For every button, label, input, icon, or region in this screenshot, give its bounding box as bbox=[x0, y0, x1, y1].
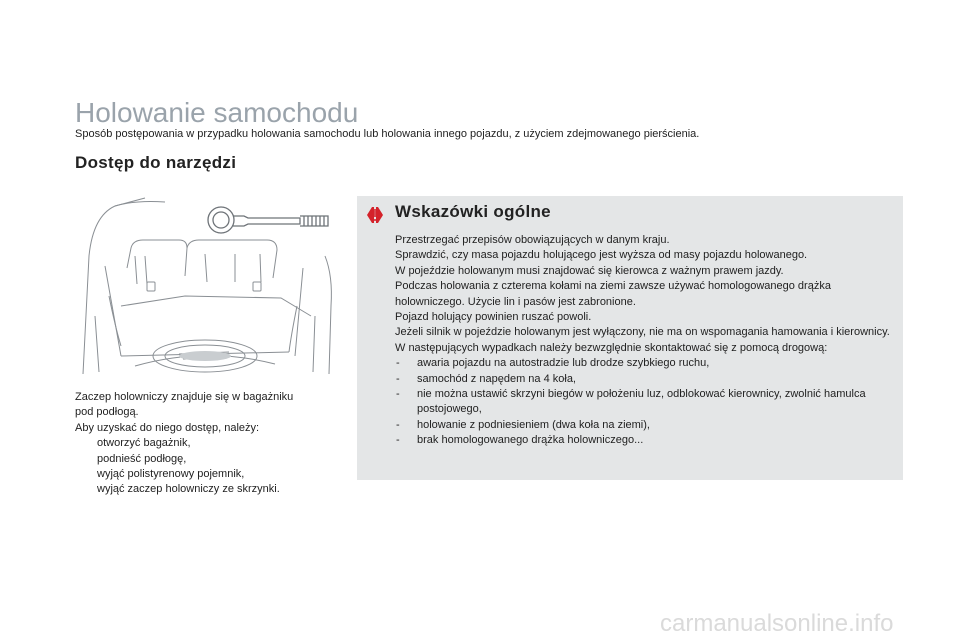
advice-heading: Wskazówki ogólne bbox=[395, 202, 551, 221]
step-item bbox=[75, 452, 340, 467]
steps-list bbox=[75, 436, 340, 498]
intro-line: Aby uzyskać do niego dostęp, należy: bbox=[75, 421, 260, 434]
advice-paragraph: Pojazd holujący powinien ruszać powoli. bbox=[395, 311, 592, 324]
advice-paragraph: W pojeździe holowanym musi znajdować się kierowca z ważnym prawem jazdy. bbox=[395, 264, 784, 277]
advice-paragraph: Przestrzegać przepisów obowiązujących w danym kraju. bbox=[395, 234, 670, 246]
advice-body bbox=[395, 233, 890, 449]
advice-paragraph: W następujących wypadkach należy bezwzględnie skontaktować się z pomocą drogową: bbox=[395, 341, 828, 354]
warning-icon bbox=[365, 206, 385, 224]
step-text: otworzyć bagażnik, bbox=[97, 437, 191, 450]
step-text: wyjąć zaczep holowniczy ze skrzynki. bbox=[97, 483, 280, 496]
page-title: Holowanie samochodu bbox=[75, 97, 359, 128]
step-item bbox=[75, 482, 340, 497]
case-item: - awaria pojazdu na autostradzie lub drodze szybkiego ruchu, bbox=[395, 356, 890, 371]
step-text: podnieść podłogę, bbox=[97, 452, 187, 465]
step-text: wyjąć polistyrenowy pojemnik, bbox=[97, 468, 245, 481]
section-heading: Dostęp do narzędzi bbox=[75, 153, 237, 172]
case-item: - brak homologowanego drążka holowniczego... bbox=[395, 433, 890, 448]
step-item bbox=[75, 467, 340, 482]
intro-line: Zaczep holowniczy znajduje się w bagażniku bbox=[75, 391, 294, 403]
case-item: - samochód z napędem na 4 koła, bbox=[395, 372, 890, 387]
advice-paragraph: Podczas holowania z czterema kołami na ziemi zawsze używać homologowanego drążka holowniczego. Użycie lin i pasów jest zabronione. bbox=[395, 280, 831, 308]
page-subtitle: Sposób postępowania w przypadku holowania samochodu lub holowania innego pojazdu, z użyciem zdejmowanego pierścienia. bbox=[75, 128, 700, 140]
tow-eye-illustration bbox=[204, 201, 334, 241]
advice-paragraph: Jeżeli silnik w pojeździe holowanym jest wyłączony, nie ma on wspomagania hamowania i kierownicy. bbox=[395, 326, 890, 339]
advice-paragraph: Sprawdzić, czy masa pojazdu holującego jest wyższa od masy pojazdu holowanego. bbox=[395, 249, 808, 262]
case-item: - nie można ustawić skrzyni biegów w położeniu luz, odblokować kierownicy, zwolnić hamulca postojowego, bbox=[395, 387, 890, 418]
case-item: - holowanie z podniesieniem (dwa koła na ziemi), bbox=[395, 418, 890, 433]
cases-list bbox=[395, 356, 890, 448]
intro-line: pod podłogą. bbox=[75, 406, 139, 419]
general-advice-panel bbox=[357, 196, 903, 480]
watermark: carmanualsonline.info bbox=[660, 610, 894, 637]
step-item bbox=[75, 436, 340, 451]
tool-access-text bbox=[75, 390, 340, 498]
